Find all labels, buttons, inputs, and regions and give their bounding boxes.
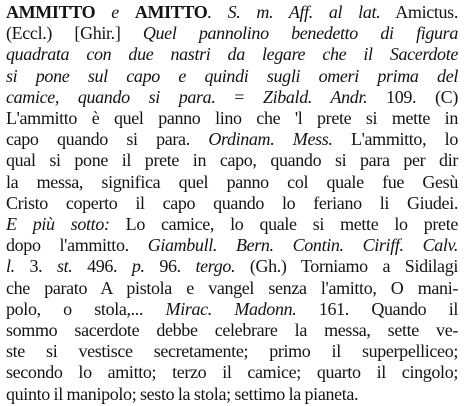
entry-line [6, 23, 458, 43]
entry-line [6, 362, 458, 382]
entry-text: p. [131, 256, 145, 277]
entry-text: 3. [29, 256, 57, 277]
entry-text: 109. (C) [367, 86, 458, 107]
entry-text: AMMITTO [6, 2, 96, 22]
entry-text: secondo lo amitto; terzo il camice; quarto il cingolo; [6, 362, 458, 383]
entry-text: (Eccl.) [Ghir.] [6, 23, 143, 44]
entry-text: st. [56, 256, 73, 277]
entry-text: dopo l'ammitto. [6, 235, 148, 256]
entry-text: L'ammitto, lo [332, 129, 458, 150]
entry-text: Mirac. Madonn. [165, 298, 297, 319]
entry-text: l. [6, 256, 30, 277]
entry-text: polo, o stola,... [6, 298, 166, 319]
entry-text: quadrata con due nastri da legare che il Sacerdote [6, 44, 458, 65]
entry-text: che parato A pistola e vangel senza l'amitto, O mani- [6, 277, 458, 298]
entry-line [6, 66, 458, 86]
entry-line [6, 129, 458, 149]
entry-text: . S. m. Aff. al lat. [207, 2, 381, 22]
entry-text: L'ammitto è quel panno lino che 'l prete si mette in [6, 108, 458, 128]
entry-text: 96. [144, 256, 196, 277]
entry-text: Lo camice, lo quale si mette lo prete [109, 214, 458, 234]
entry-text: (Gh.) Torniamo a Sidilagi [235, 256, 459, 277]
entry-text: Giambull. Bern. Contin. Ciriff. Calv. [147, 235, 458, 256]
entry-text: 496. [72, 256, 132, 277]
entry-line [6, 108, 458, 128]
entry-line [6, 320, 458, 340]
entry-text: camice, quando si para. [6, 86, 216, 107]
entry-text: Quel pannolino benedetto di figura [142, 23, 458, 44]
entry-text: Amictus. [380, 2, 458, 22]
entry-line [6, 235, 458, 255]
entry-line [6, 44, 458, 64]
entry-line [6, 256, 458, 276]
entry-text: e [95, 2, 135, 22]
entry-text: tergo. [195, 256, 236, 277]
entry-text: ste si vestisce secretamente; primo il superpelliceo; [6, 341, 458, 362]
entry-text: la messa, significa quel panno col quale fue Gesù [6, 171, 458, 192]
entry-text: sommo sacerdote debbe celebrare la messa, sette ve- [6, 320, 458, 340]
entry-text: 161. Quando il [296, 298, 458, 319]
entry-line [6, 299, 458, 319]
entry-line [6, 341, 458, 361]
entry-line [6, 2, 458, 22]
entry-line [6, 278, 458, 298]
entry-line [6, 87, 458, 107]
entry-line [6, 172, 458, 192]
entry-text: AMITTO [134, 2, 208, 22]
entry-text: Cristo coperto il capo quando lo feriano li Giudei. [6, 192, 458, 213]
entry-text: E più sotto: [6, 214, 110, 234]
entry-text: qual si pone il prete in capo, quando si para per dir [6, 150, 458, 171]
entry-text: Ordinam. Mess. [208, 129, 333, 150]
entry-text: si pone sul capo e quindi sugli omeri prima del [6, 65, 458, 86]
entry-text: = [215, 86, 263, 107]
entry-line [6, 193, 458, 213]
entry-text: Zibald. Andr. [262, 86, 368, 107]
entry-text: quinto il manipolo; sesto la stola; settimo la pianeta. [6, 383, 359, 404]
entry-line [6, 214, 458, 234]
entry-line [6, 150, 458, 170]
entry-text: capo quando si para. [6, 129, 209, 150]
entry-line [6, 384, 458, 404]
